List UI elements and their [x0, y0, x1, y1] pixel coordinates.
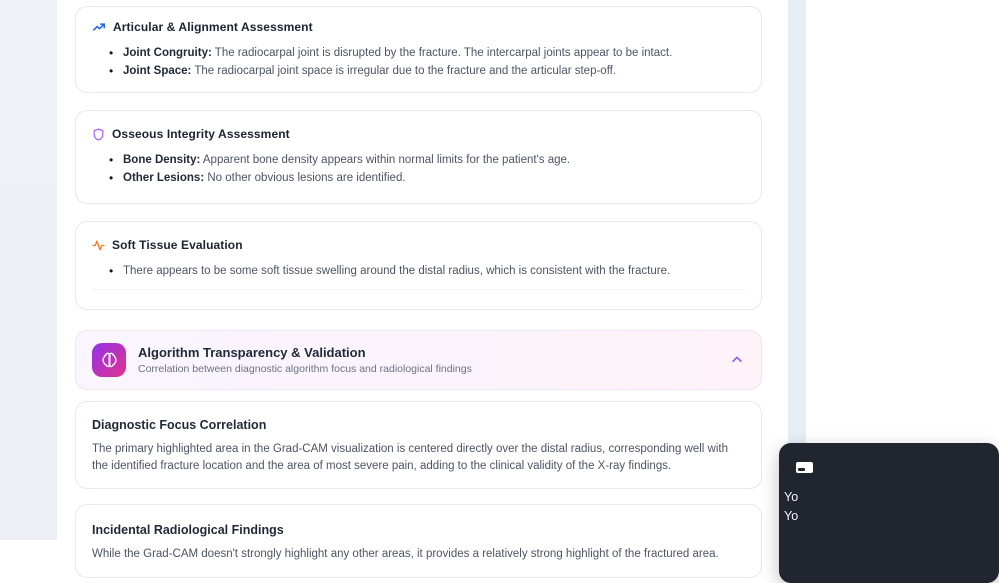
bullet-text: No other obvious lesions are identified.: [207, 172, 406, 184]
detail-card-title: Incidental Radiological Findings: [92, 523, 284, 537]
brain-icon: [100, 351, 119, 370]
toast-line-1: Yo: [784, 490, 799, 504]
card-title: Articular & Alignment Assessment: [113, 20, 313, 34]
card-title: Osseous Integrity Assessment: [112, 127, 290, 141]
soft-tissue-card: [75, 221, 762, 310]
brain-icon-badge: [92, 343, 126, 377]
bullet-label: Joint Space:: [123, 65, 192, 77]
bullet-item: [92, 62, 745, 80]
bullet-label: Joint Congruity:: [123, 47, 212, 59]
bullet-text: The radiocarpal joint space is irregular due to the fracture and the articular step-off.: [194, 65, 617, 77]
algorithm-header-texts: [138, 345, 717, 375]
detail-card-title: Diagnostic Focus Correlation: [92, 418, 267, 432]
incidental-findings-card: [75, 504, 762, 578]
bullet-text: There appears to be some soft tissue swelling around the distal radius, which is consistent with the fracture.: [123, 265, 671, 277]
left-gutter: [0, 0, 57, 540]
detail-card-text: While the Grad-CAM doesn't strongly highlight any other areas, it provides a relatively strong highlight of the fractured area.: [92, 548, 719, 560]
bullet-item: [92, 151, 745, 169]
screen-icon: [796, 462, 813, 473]
chevron-up-icon[interactable]: [729, 352, 745, 368]
bullet-item: [92, 44, 745, 62]
detail-card-text: The primary highlighted area in the Grad-CAM visualization is centered directly over the distal radius, corresponding well with the identified fracture location and the area of most severe pain, adding to the clinical validity of the X-ray findings.: [92, 443, 728, 472]
algorithm-header-title: Algorithm Transparency & Validation: [138, 345, 366, 360]
osseous-integrity-card: [75, 110, 762, 204]
card-divider: [92, 289, 745, 290]
articular-alignment-card: [75, 6, 762, 93]
toast-line-2: Yo: [784, 509, 799, 523]
trending-up-icon: [92, 20, 106, 34]
notification-toast[interactable]: [779, 443, 999, 583]
bullet-item: [92, 262, 745, 280]
bullet-list: [92, 44, 745, 80]
bullet-list: [92, 262, 745, 280]
shield-icon: [92, 128, 105, 141]
report-panel: [57, 0, 788, 560]
bullet-list: [92, 151, 745, 187]
card-title: Soft Tissue Evaluation: [112, 238, 243, 252]
bullet-label: Bone Density:: [123, 154, 201, 166]
diagnostic-focus-card: [75, 401, 762, 489]
bullet-label: Other Lesions:: [123, 172, 205, 184]
algorithm-transparency-header[interactable]: [75, 330, 762, 390]
bullet-text: Apparent bone density appears within normal limits for the patient's age.: [202, 154, 571, 166]
bullet-text: The radiocarpal joint is disrupted by the fracture. The intercarpal joints appear to be intact.: [214, 47, 673, 59]
algorithm-header-subtitle: Correlation between diagnostic algorithm focus and radiological findings: [138, 363, 472, 375]
bullet-item: [92, 169, 745, 187]
activity-icon: [92, 239, 105, 252]
